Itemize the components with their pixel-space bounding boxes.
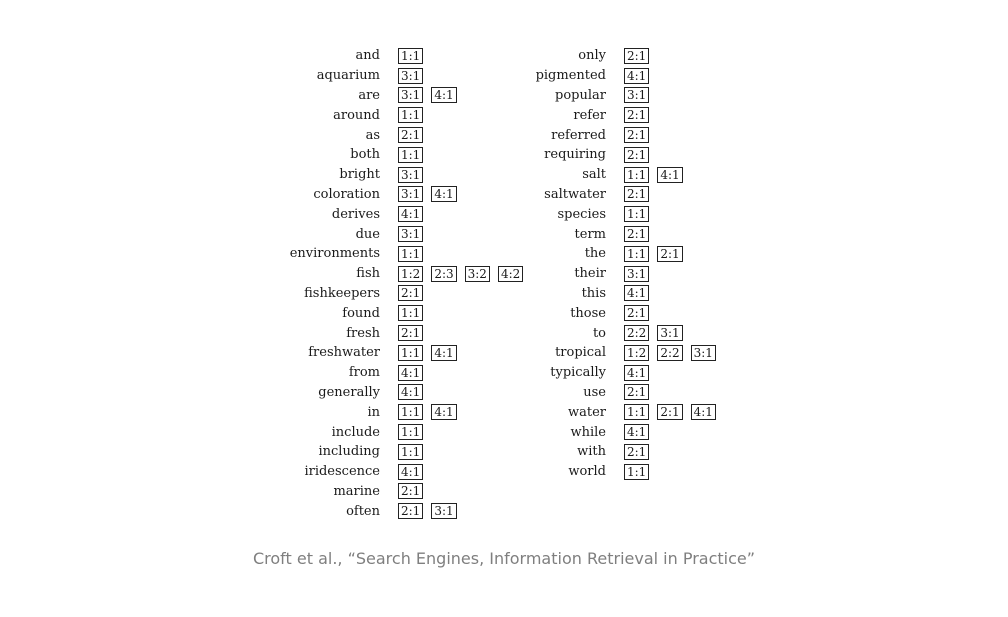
index-term: this [581, 285, 606, 301]
index-row [506, 442, 716, 462]
posting-box: 1:2 [398, 266, 423, 282]
postings-list [398, 266, 523, 282]
postings-list [624, 464, 649, 480]
postings-list [624, 305, 649, 321]
index-term: popular [555, 87, 606, 103]
index-row [506, 462, 716, 482]
index-term: fishkeepers [304, 285, 380, 301]
posting-box: 1:1 [398, 48, 423, 64]
index-term: requiring [544, 147, 606, 163]
index-row [280, 462, 523, 482]
posting-box: 2:1 [398, 483, 423, 499]
index-row [280, 125, 523, 145]
posting-box: 3:1 [398, 226, 423, 242]
postings-list [624, 424, 649, 440]
index-term: from [348, 365, 380, 381]
postings-list [398, 404, 457, 420]
index-row [280, 323, 523, 343]
index-row [280, 482, 523, 502]
index-term: including [318, 444, 380, 460]
postings-list [398, 325, 423, 341]
posting-box: 1:1 [398, 246, 423, 262]
index-term: coloration [313, 186, 380, 202]
posting-box: 4:1 [398, 206, 423, 222]
index-term: to [592, 325, 606, 341]
index-row [280, 66, 523, 86]
index-row [506, 284, 716, 304]
index-term: referred [551, 127, 606, 143]
posting-box: 1:1 [624, 167, 649, 183]
posting-box: 2:1 [398, 325, 423, 341]
index-term: are [358, 87, 380, 103]
posting-box: 2:1 [657, 404, 682, 420]
posting-box: 2:1 [624, 305, 649, 321]
posting-box: 2:1 [624, 226, 649, 242]
postings-list [398, 424, 423, 440]
index-row [280, 46, 523, 66]
postings-list [398, 147, 423, 163]
index-term: while [570, 424, 606, 440]
index-row [506, 46, 716, 66]
citation: Croft et al., “Search Engines, Information Retrieval in Practice” [252, 549, 756, 568]
posting-box: 3:1 [398, 68, 423, 84]
index-row [280, 363, 523, 383]
postings-list [624, 206, 649, 222]
posting-box: 2:1 [624, 48, 649, 64]
index-row [506, 244, 716, 264]
postings-list [624, 404, 716, 420]
postings-list [398, 345, 457, 361]
index-row [506, 224, 716, 244]
posting-box: 4:1 [624, 285, 649, 301]
index-term: freshwater [308, 345, 380, 361]
index-term: generally [318, 384, 380, 400]
index-term: around [333, 107, 380, 123]
index-term: include [331, 424, 380, 440]
posting-box: 1:1 [398, 107, 423, 123]
index-row [280, 343, 523, 363]
posting-box: 2:1 [398, 127, 423, 143]
posting-box: 1:1 [624, 404, 649, 420]
index-term: typically [550, 365, 606, 381]
index-term: bright [339, 167, 380, 183]
index-term: in [367, 404, 380, 420]
posting-box: 4:1 [691, 404, 716, 420]
postings-list [624, 167, 683, 183]
posting-box: 2:1 [624, 127, 649, 143]
postings-list [398, 167, 423, 183]
posting-box: 2:1 [398, 503, 423, 519]
posting-box: 2:3 [431, 266, 456, 282]
index-row [280, 402, 523, 422]
index-row [506, 363, 716, 383]
index-term: iridescence [304, 464, 380, 480]
index-term: salt [582, 167, 606, 183]
index-term: the [584, 246, 606, 262]
index-term: saltwater [544, 186, 606, 202]
index-term: world [568, 464, 606, 480]
index-column-left [280, 46, 523, 521]
index-row [506, 383, 716, 403]
index-row [280, 204, 523, 224]
index-term: derives [331, 206, 380, 222]
postings-list [624, 444, 649, 460]
posting-box: 1:1 [624, 206, 649, 222]
posting-box: 4:1 [398, 365, 423, 381]
posting-box: 4:2 [498, 266, 523, 282]
postings-list [398, 285, 423, 301]
index-row [280, 165, 523, 185]
posting-box: 3:1 [431, 503, 456, 519]
index-row [280, 224, 523, 244]
posting-box: 3:1 [624, 266, 649, 282]
index-term: only [578, 48, 606, 64]
index-row [506, 185, 716, 205]
postings-list [398, 48, 423, 64]
index-row [280, 501, 523, 521]
postings-list [624, 266, 649, 282]
postings-list [398, 186, 457, 202]
index-term: and [355, 48, 380, 64]
postings-list [624, 325, 683, 341]
index-term: fish [356, 266, 380, 282]
index-row [506, 422, 716, 442]
postings-list [624, 127, 649, 143]
index-row [280, 303, 523, 323]
index-term: tropical [555, 345, 606, 361]
posting-box: 2:1 [624, 444, 649, 460]
posting-box: 2:2 [657, 345, 682, 361]
index-term: term [574, 226, 606, 242]
index-term: those [570, 305, 606, 321]
posting-box: 2:1 [624, 147, 649, 163]
postings-list [398, 87, 457, 103]
index-row [280, 284, 523, 304]
posting-box: 3:1 [398, 87, 423, 103]
index-row [280, 86, 523, 106]
posting-box: 4:1 [624, 68, 649, 84]
index-row [506, 264, 716, 284]
index-row [506, 145, 716, 165]
index-row [506, 343, 716, 363]
index-row [280, 145, 523, 165]
index-row [506, 303, 716, 323]
index-term: aquarium [316, 68, 380, 84]
posting-box: 1:2 [624, 345, 649, 361]
posting-box: 2:2 [624, 325, 649, 341]
index-row [280, 383, 523, 403]
index-row [506, 402, 716, 422]
postings-list [398, 68, 423, 84]
index-row [506, 105, 716, 125]
posting-box: 1:1 [398, 305, 423, 321]
postings-list [624, 384, 649, 400]
postings-list [398, 206, 423, 222]
index-column-right [506, 46, 716, 482]
posting-box: 4:1 [657, 167, 682, 183]
index-row [280, 264, 523, 284]
postings-list [624, 107, 649, 123]
posting-box: 4:1 [624, 365, 649, 381]
postings-list [398, 365, 423, 381]
posting-box: 4:1 [398, 464, 423, 480]
index-term: due [355, 226, 380, 242]
posting-box: 1:1 [624, 464, 649, 480]
posting-box: 4:1 [431, 87, 456, 103]
index-term: fresh [346, 325, 380, 341]
index-term: found [342, 305, 380, 321]
postings-list [398, 226, 423, 242]
index-row [506, 204, 716, 224]
index-row [506, 165, 716, 185]
index-term: pigmented [535, 68, 606, 84]
posting-box: 1:1 [398, 444, 423, 460]
index-term: both [350, 147, 380, 163]
postings-list [398, 246, 423, 262]
posting-box: 2:1 [624, 107, 649, 123]
posting-box: 4:1 [624, 424, 649, 440]
index-term: often [346, 503, 380, 519]
posting-box: 4:1 [431, 345, 456, 361]
index-term: marine [333, 483, 380, 499]
posting-box: 3:1 [691, 345, 716, 361]
posting-box: 2:1 [624, 384, 649, 400]
index-row [506, 323, 716, 343]
posting-box: 3:1 [624, 87, 649, 103]
postings-list [398, 127, 423, 143]
posting-box: 4:1 [431, 186, 456, 202]
posting-box: 2:1 [624, 186, 649, 202]
postings-list [398, 444, 423, 460]
index-term: environments [289, 246, 380, 262]
posting-box: 4:1 [431, 404, 456, 420]
postings-list [398, 305, 423, 321]
posting-box: 1:1 [398, 404, 423, 420]
posting-box: 3:2 [465, 266, 490, 282]
index-term: as [365, 127, 380, 143]
posting-box: 4:1 [398, 384, 423, 400]
postings-list [624, 345, 716, 361]
index-row [506, 86, 716, 106]
index-row [280, 422, 523, 442]
postings-list [624, 246, 683, 262]
index-term: use [583, 384, 606, 400]
postings-list [398, 483, 423, 499]
postings-list [624, 68, 649, 84]
index-term: refer [573, 107, 606, 123]
postings-list [398, 384, 423, 400]
index-term: their [574, 266, 606, 282]
postings-list [398, 503, 457, 519]
postings-list [624, 87, 649, 103]
posting-box: 1:1 [398, 424, 423, 440]
postings-list [624, 186, 649, 202]
posting-box: 2:1 [657, 246, 682, 262]
postings-list [624, 147, 649, 163]
index-row [506, 125, 716, 145]
posting-box: 3:1 [657, 325, 682, 341]
postings-list [624, 365, 649, 381]
posting-box: 3:1 [398, 167, 423, 183]
postings-list [624, 285, 649, 301]
index-row [280, 185, 523, 205]
posting-box: 1:1 [398, 345, 423, 361]
index-term: water [567, 404, 606, 420]
posting-box: 2:1 [398, 285, 423, 301]
postings-list [398, 107, 423, 123]
index-row [280, 442, 523, 462]
index-row [280, 105, 523, 125]
postings-list [624, 48, 649, 64]
posting-box: 3:1 [398, 186, 423, 202]
index-row [280, 244, 523, 264]
index-row [506, 66, 716, 86]
postings-list [624, 226, 649, 242]
posting-box: 1:1 [398, 147, 423, 163]
index-term: with [577, 444, 606, 460]
posting-box: 1:1 [624, 246, 649, 262]
index-term: species [557, 206, 606, 222]
postings-list [398, 464, 423, 480]
